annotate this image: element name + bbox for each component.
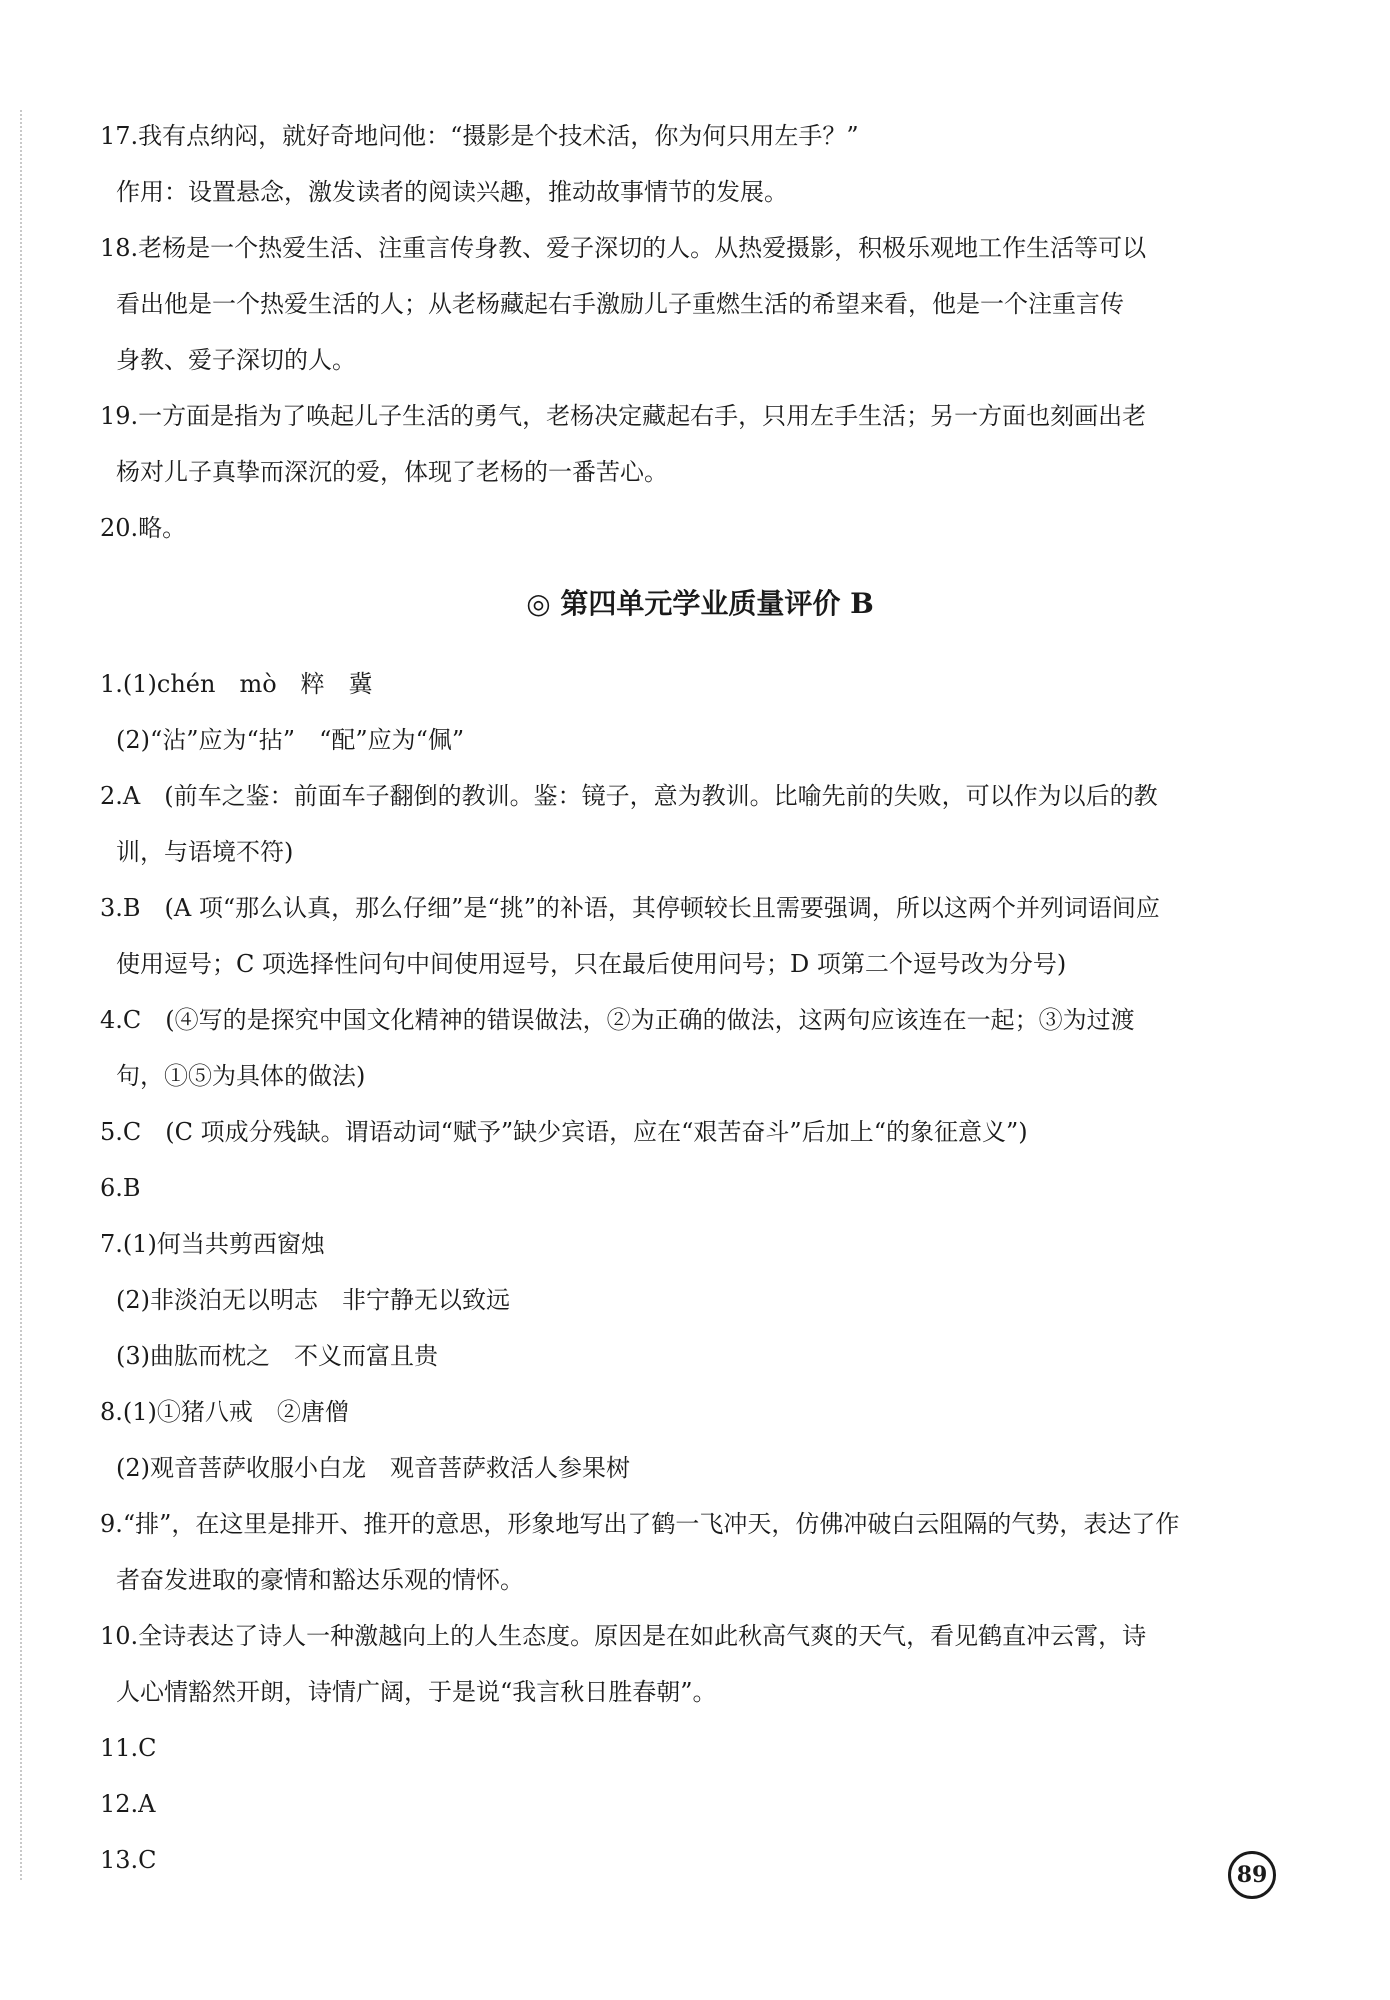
answer-2-line2: 训，与语境不符) bbox=[116, 838, 294, 866]
answer-6: 6.B bbox=[100, 1174, 141, 1202]
answer-7-1: 7.(1)何当共剪西窗烛 bbox=[100, 1230, 325, 1258]
answer-1-2: (2)“沾”应为“拈” “配”应为“佩” bbox=[116, 726, 465, 754]
answer-4-line1: 4.C (④写的是探究中国文化精神的错误做法，②为正确的做法，这两句应该连在一起；③为过渡 bbox=[100, 1006, 1135, 1034]
answer-17: 17.我有点纳闷，就好奇地问他：“摄影是个技术活，你为何只用左手？” bbox=[100, 122, 859, 150]
answer-17-effect: 作用：设置悬念，激发读者的阅读兴趣，推动故事情节的发展。 bbox=[116, 178, 788, 206]
answer-12: 12.A bbox=[100, 1790, 156, 1818]
answer-9-line2: 者奋发进取的豪情和豁达乐观的情怀。 bbox=[116, 1566, 524, 1594]
margin-dotted-line bbox=[20, 110, 22, 1880]
page-number: 89 bbox=[1228, 1851, 1276, 1899]
answer-1-1: 1.(1)chén mò 粹 冀 bbox=[100, 670, 373, 698]
answer-19-line2: 杨对儿子真挚而深沉的爱，体现了老杨的一番苦心。 bbox=[116, 458, 668, 486]
answer-8-1: 8.(1)①猪八戒 ②唐僧 bbox=[100, 1398, 349, 1426]
answer-7-2: (2)非淡泊无以明志 非宁静无以致远 bbox=[116, 1286, 510, 1314]
answer-7-3: (3)曲肱而枕之 不义而富且贵 bbox=[116, 1342, 438, 1370]
answer-11: 11.C bbox=[100, 1734, 157, 1762]
answer-9-line1: 9.“排”，在这里是排开、推开的意思，形象地写出了鹤一飞冲天，仿佛冲破白云阻隔的气势，表达了作 bbox=[100, 1510, 1180, 1538]
section-title: ◎ 第四单元学业质量评价 B bbox=[526, 587, 874, 620]
answer-10-line2: 人心情豁然开朗，诗情广阔，于是说“我言秋日胜春朝”。 bbox=[116, 1678, 717, 1706]
answer-5: 5.C (C 项成分残缺。谓语动词“赋予”缺少宾语，应在“艰苦奋斗”后加上“的象征意义”) bbox=[100, 1118, 1028, 1146]
answer-2-line1: 2.A (前车之鉴：前面车子翻倒的教训。鉴：镜子，意为教训。比喻先前的失败，可以作为以后的教 bbox=[100, 782, 1158, 810]
answer-8-2: (2)观音菩萨收服小白龙 观音菩萨救活人参果树 bbox=[116, 1454, 630, 1482]
answer-10-line1: 10.全诗表达了诗人一种激越向上的人生态度。原因是在如此秋高气爽的天气，看见鹤直冲云霄，诗 bbox=[100, 1622, 1147, 1650]
answer-3-line2: 使用逗号；C 项选择性问句中间使用逗号，只在最后使用问号；D 项第二个逗号改为分号) bbox=[116, 950, 1067, 978]
answer-18-line3: 身教、爱子深切的人。 bbox=[116, 346, 356, 374]
answer-13: 13.C bbox=[100, 1846, 157, 1874]
answer-18-line1: 18.老杨是一个热爱生活、注重言传身教、爱子深切的人。从热爱摄影，积极乐观地工作生活等可以 bbox=[100, 234, 1147, 262]
answer-3-line1: 3.B (A 项“那么认真，那么仔细”是“挑”的补语，其停顿较长且需要强调，所以这两个并列词语间应 bbox=[100, 894, 1160, 922]
page-content bbox=[100, 108, 1300, 1888]
answer-4-line2: 句，①⑤为具体的做法) bbox=[116, 1062, 366, 1090]
answer-20: 20.略。 bbox=[100, 514, 187, 542]
answer-19-line1: 19.一方面是指为了唤起儿子生活的勇气，老杨决定藏起右手，只用左手生活；另一方面也刻画出老 bbox=[100, 402, 1147, 430]
answer-18-line2: 看出他是一个热爱生活的人；从老杨藏起右手激励儿子重燃生活的希望来看，他是一个注重言传 bbox=[116, 290, 1124, 318]
